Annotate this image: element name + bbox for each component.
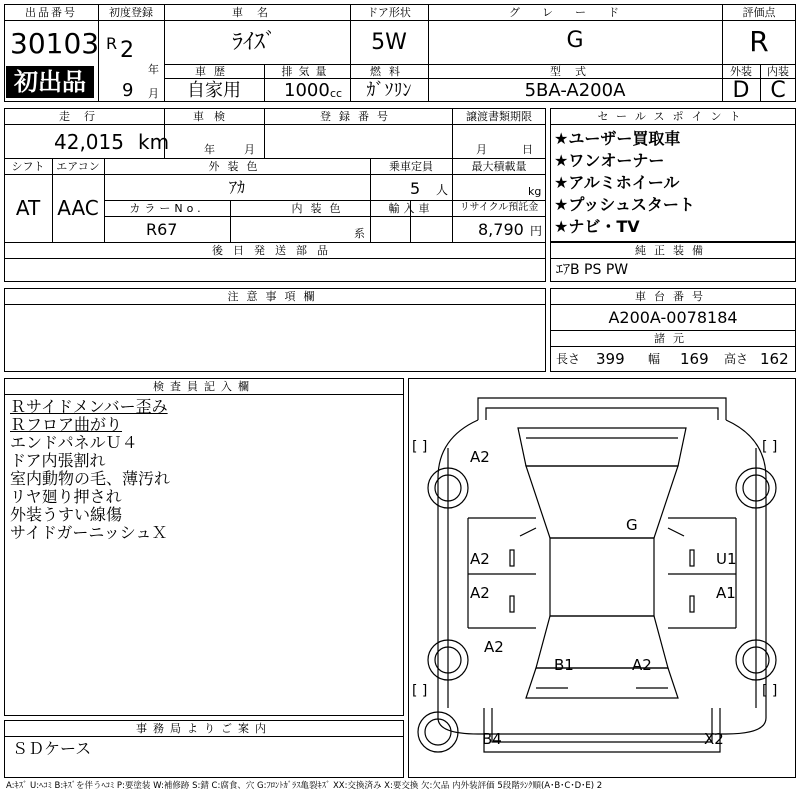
lot-number: 30103: [10, 27, 100, 60]
inspector-note-5: 室内動物の毛、薄汚れ: [10, 469, 171, 488]
length-label: 長さ: [556, 352, 581, 366]
height-value: 162: [760, 350, 789, 368]
disp-value: 1000: [284, 80, 330, 101]
capacity-unit: 人: [436, 183, 449, 197]
body-outline: [438, 420, 766, 734]
grade-label: グレード: [509, 6, 641, 19]
lot-label: 出品番号: [25, 6, 77, 19]
inspector-note-8: サイドガーニッシュＸ: [10, 523, 168, 542]
rear-bumper-outline: [484, 708, 720, 752]
grade-value: G: [566, 28, 584, 53]
inspection-label: 車検: [193, 110, 235, 123]
inspector-note-4: ドア内張割れ: [10, 451, 106, 470]
transfer-day: 日: [522, 143, 533, 156]
damage-rear-left-lamp: B1: [554, 656, 574, 674]
roof-outline: [550, 538, 654, 616]
history-value: 自家用: [187, 80, 241, 101]
transfer-label: 譲渡書類期限: [466, 110, 532, 123]
shift-value: AT: [15, 196, 41, 220]
length-value: 399: [596, 350, 625, 368]
chassis-label: 車台番号: [635, 290, 711, 303]
chassis-value: A200A-0078184: [608, 308, 738, 327]
capacity-label: 乗車定員: [389, 160, 433, 173]
office-label: 事務局よりご案内: [136, 722, 272, 735]
trunk-outline: [526, 668, 678, 698]
bracket-right-rear: [ ]: [762, 683, 778, 699]
sales-point-4: ★プッシュスタート: [554, 195, 695, 214]
insp-month: 月: [244, 143, 255, 156]
sales-points-label: セールスポイント: [597, 110, 749, 123]
int-grade: C: [770, 78, 786, 103]
damage-front-left-door: A2: [470, 550, 490, 568]
equipment-label: 純正装備: [635, 244, 711, 257]
door-label: ドア形状: [367, 6, 411, 19]
bracket-left-front: [ ]: [412, 439, 428, 455]
score-label: 評価点: [742, 6, 776, 19]
month-unit: 月: [148, 87, 159, 100]
office-text: ＳＤケース: [12, 739, 92, 758]
inspector-note-3: エンドパネルＵ４: [10, 433, 138, 452]
colorno-value: R67: [146, 220, 178, 239]
color-value: ｱｶ: [228, 178, 245, 197]
mileage-label: 走行: [59, 110, 109, 123]
reg-year: 2: [120, 38, 134, 63]
disp-unit: cc: [330, 87, 343, 100]
sales-point-3: ★アルミホイール: [554, 173, 680, 192]
damage-front-left-fender: A2: [470, 448, 490, 466]
shift-label: シフト: [11, 160, 45, 173]
legend-footer: A:ｷｽﾞ U:ﾍｺﾐ B:ｷｽﾞを伴うﾍｺﾐ P:要塗装 W:補修跡 S:錆 C:腐食、穴 G:ﾌﾛﾝﾄｶﾞﾗｽ亀裂ｷｽﾞ XX:交換済み X:要交換 欠:欠品 内外装評価 5段階ﾗﾝｸ順(A･B･C･D･E) 2: [6, 781, 603, 791]
inspector-note-2: Ｒフロア曲がり: [10, 415, 123, 434]
colorno-label: カラーNo.: [129, 202, 205, 215]
reg-label: 初度登録: [109, 6, 153, 19]
score-value: R: [749, 25, 769, 58]
inspector-label: 検査員記入欄: [153, 380, 255, 393]
car-name: ﾗｲｽﾞ: [232, 30, 277, 55]
sales-point-5: ★ナビ・TV: [554, 217, 640, 236]
mileage-value: 42,015: [54, 130, 124, 154]
name-label: 車名: [232, 6, 282, 19]
front-bumper-outline: [478, 398, 726, 420]
damage-rear-right-door: A1: [716, 584, 736, 602]
bracket-right-front: [ ]: [762, 439, 778, 455]
fuel-value: ｶﾞｿﾘﾝ: [366, 80, 412, 101]
fuel-label: 燃料: [370, 65, 408, 78]
damage-rear-left-fender: A2: [484, 638, 504, 656]
sales-point-1: ★ユーザー買取車: [554, 129, 681, 148]
transfer-month: 月: [476, 143, 487, 156]
plate-label: 登録番号: [320, 110, 396, 123]
ext-label: 外装: [730, 65, 752, 78]
recycle-label: リサイクル預託金: [459, 202, 539, 213]
equipment-value: ｴｱB PS PW: [556, 262, 629, 278]
remarks-label: 注意事項欄: [227, 290, 323, 303]
bracket-left-rear: [ ]: [412, 683, 428, 699]
inspector-note-1: Ｒサイドメンバー歪み: [10, 397, 168, 416]
import-label: 輸入車: [388, 202, 434, 215]
damage-front-right-door: U1: [716, 550, 737, 568]
width-label: 幅: [648, 352, 661, 366]
insp-year: 年: [204, 143, 215, 156]
capacity-value: 5: [410, 179, 421, 198]
spec-label: 諸元: [654, 332, 692, 345]
later-parts-label: 後日発送部品: [212, 244, 338, 257]
damage-rear-bumper-right: X2: [704, 730, 724, 748]
hood-outline: [518, 428, 686, 466]
history-label: 車歴: [195, 65, 233, 78]
ac-label: エアコン: [56, 160, 100, 173]
model-value: 5BA-A200A: [524, 80, 626, 101]
ext-grade: D: [732, 78, 750, 103]
inspector-note-6: リヤ廻り押され: [10, 487, 122, 506]
sales-point-2: ★ワンオーナー: [554, 151, 665, 170]
intcolor-label: 内装色: [291, 202, 349, 215]
ac-value: AAC: [57, 196, 99, 220]
recycle-value: 8,790: [478, 220, 524, 239]
era: R: [106, 34, 118, 53]
load-label: 最大積載量: [471, 160, 527, 173]
door-value: 5W: [371, 30, 407, 55]
reg-month: 9: [122, 80, 134, 101]
model-label: 型式: [550, 65, 600, 78]
first-listing-badge: 初出品: [6, 66, 94, 98]
intcolor-suffix: 系: [354, 227, 365, 240]
disp-label: 排気量: [281, 65, 333, 78]
year-unit: 年: [148, 63, 159, 76]
height-label: 高さ: [724, 352, 749, 366]
load-unit: kg: [528, 185, 542, 198]
inspector-note-7: 外装うすい線傷: [10, 505, 123, 524]
mileage-unit: km: [138, 130, 170, 154]
car-diagram: [408, 378, 796, 778]
windshield-outline: [526, 466, 678, 538]
int-label: 内装: [767, 65, 789, 78]
width-value: 169: [680, 350, 709, 368]
damage-rear-bumper-left: B4: [482, 730, 502, 748]
color-label: 外装色: [208, 160, 266, 173]
damage-roof: G: [626, 516, 638, 534]
damage-rear-right-lamp: A2: [632, 656, 652, 674]
recycle-unit: 円: [530, 224, 543, 238]
damage-rear-left-door: A2: [470, 584, 490, 602]
